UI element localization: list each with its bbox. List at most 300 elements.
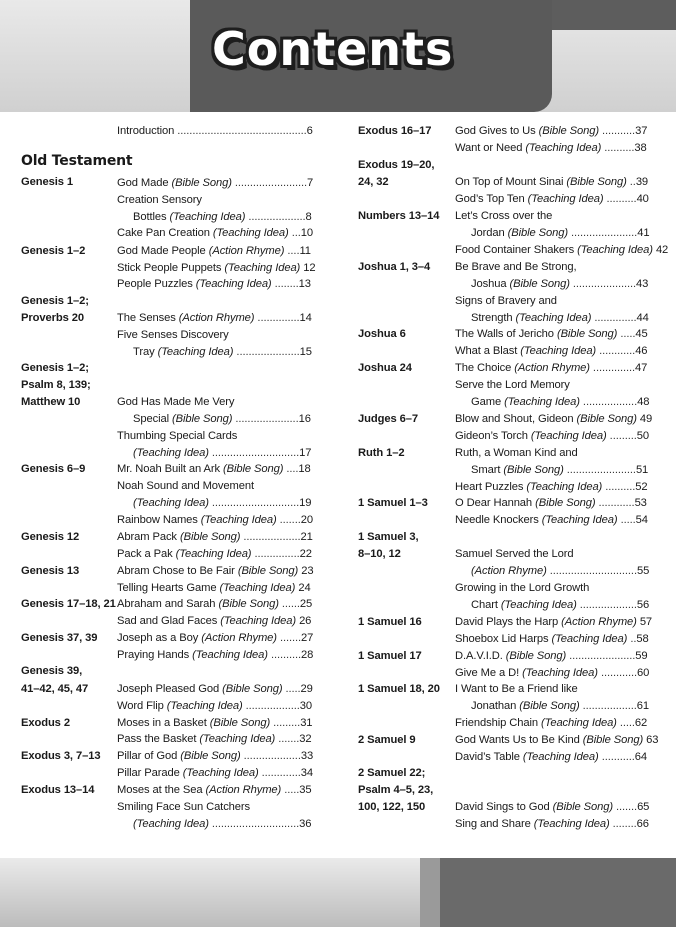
entry-title: What a Blast — [455, 345, 521, 357]
page-number: 53 — [634, 497, 647, 509]
toc-entry — [471, 394, 649, 410]
toc-entry — [117, 765, 313, 781]
page-number: 24 — [298, 582, 311, 594]
page-number: 46 — [635, 345, 648, 357]
page-number: 65 — [637, 801, 650, 813]
page-number: 33 — [300, 750, 314, 762]
entry-title: Strength — [471, 312, 516, 324]
page-number: 17 — [299, 447, 312, 459]
toc-entry-line — [117, 327, 229, 343]
page-number: 49 — [639, 413, 653, 425]
scripture-reference: Exodus 16–17 — [358, 125, 432, 137]
entry-type: (Teaching Idea) — [540, 717, 617, 729]
toc-entry — [455, 816, 649, 832]
scripture-reference: 1 Samuel 3, — [358, 531, 419, 543]
entry-type: (Bible Song) — [535, 497, 596, 509]
entry-type: (Teaching Idea) — [133, 497, 209, 509]
entry-type: (Teaching Idea) — [526, 481, 603, 493]
page-number: 43 — [636, 278, 649, 290]
scripture-reference: Joshua 1, 3–4 — [358, 261, 431, 273]
toc-entry — [117, 731, 312, 747]
toc-entry — [455, 360, 647, 376]
dot-leader: ............................. — [208, 447, 300, 459]
dot-leader: ..................... — [233, 346, 300, 358]
entry-title: Pass the Basket — [117, 733, 200, 745]
entry-title: Sing and Share — [455, 818, 534, 830]
entry-type: (Teaching Idea) — [169, 211, 246, 223]
entry-title: Sad and Glad Faces — [117, 615, 221, 627]
dot-leader: ..................... — [569, 278, 637, 290]
entry-type: (Bible Song) — [509, 278, 570, 290]
dot-leader: .. — [626, 176, 636, 188]
entry-title: Moses at the Sea — [117, 784, 206, 796]
entry-title: Creation Sensory — [117, 194, 202, 206]
page-number: 36 — [299, 818, 312, 830]
entry-title: Give Me a D! — [455, 667, 523, 679]
entry-title: On Top of Mount Sinai — [455, 176, 567, 188]
dot-leader: ........... — [598, 125, 636, 137]
toc-entry — [455, 343, 647, 359]
scripture-reference: Genesis 37, 39 — [21, 632, 98, 644]
toc-entry — [455, 512, 648, 528]
toc-entry — [455, 732, 658, 748]
page-number: 51 — [635, 464, 649, 476]
toc-entry-line — [455, 259, 576, 275]
toc-entry — [117, 580, 311, 596]
toc-entry — [455, 191, 649, 207]
dot-leader: .......... — [603, 193, 637, 205]
toc-entry — [471, 597, 649, 613]
scripture-reference: 1 Samuel 18, 20 — [358, 683, 440, 695]
entry-type: (Action Rhyme) — [514, 362, 590, 374]
dot-leader: .......... — [267, 649, 302, 661]
scripture-reference: Genesis 1 — [21, 176, 73, 188]
page-number: 25 — [299, 598, 313, 610]
page-number: 44 — [636, 312, 649, 324]
toc-entry-line — [455, 208, 552, 224]
entry-type: (Action Rhyme) — [178, 312, 255, 324]
scripture-reference: Matthew 10 — [21, 396, 81, 408]
entry-type: (Bible Song) — [503, 464, 564, 476]
dot-leader: .... — [283, 463, 299, 475]
toc-entry — [117, 647, 313, 663]
entry-title: Samuel Served the Lord — [455, 548, 574, 560]
dot-leader: ......... — [606, 430, 637, 442]
header-accent — [544, 0, 676, 30]
page-number: 39 — [635, 176, 649, 188]
entry-type: (Teaching Idea) — [522, 751, 599, 763]
entry-title: Abram Chose to Be Fair — [117, 565, 238, 577]
page-number: 35 — [299, 784, 312, 796]
scripture-reference: 41–42, 45, 47 — [21, 683, 89, 695]
page-number: 27 — [301, 632, 314, 644]
scripture-reference: 1 Samuel 16 — [358, 616, 422, 628]
scripture-reference: Exodus 2 — [21, 717, 70, 729]
toc-entry — [455, 715, 647, 731]
entry-type: (Teaching Idea) — [224, 262, 301, 274]
page-number: 13 — [298, 278, 311, 290]
dot-leader: ............ — [597, 667, 638, 679]
dot-leader: ........ — [609, 818, 637, 830]
toc-entry — [133, 209, 312, 225]
entry-type: (Teaching Idea) — [533, 818, 610, 830]
scripture-reference: 2 Samuel 9 — [358, 734, 416, 746]
dot-leader: .......... — [602, 481, 636, 493]
toc-entry — [117, 175, 313, 191]
entry-type: (Teaching Idea) — [522, 667, 598, 679]
dot-leader: ....... — [275, 733, 300, 745]
entry-title: Bottles — [133, 211, 170, 223]
toc-entry — [117, 782, 312, 798]
toc-entry — [455, 799, 649, 815]
toc-entry-line — [455, 681, 578, 697]
page-number: 38 — [634, 142, 647, 154]
entry-type: (Teaching Idea) — [500, 599, 577, 611]
entry-title: Introduction — [117, 125, 175, 137]
scripture-reference: 8–10, 12 — [358, 548, 401, 560]
toc-entry — [133, 495, 311, 511]
toc-entry — [117, 546, 312, 562]
entry-title: Let’s Cross over the — [455, 210, 553, 222]
entry-title: Telling Hearts Game — [117, 582, 220, 594]
page-number: 56 — [636, 599, 650, 611]
entry-title: Blow and Shout, Gideon — [455, 413, 577, 425]
scripture-reference: Exodus 19–20, — [358, 159, 435, 171]
page-number: 64 — [634, 751, 648, 763]
toc-entry-line — [455, 580, 589, 596]
entry-type: (Teaching Idea) — [182, 767, 259, 779]
toc-entry — [117, 596, 312, 612]
dot-leader: ............................. — [208, 497, 300, 509]
entry-type: (Teaching Idea) — [199, 733, 276, 745]
dot-leader: .... — [284, 245, 300, 257]
page-number: 6 — [306, 125, 313, 137]
toc-entry-line — [455, 293, 557, 309]
scripture-reference: 100, 122, 150 — [358, 801, 426, 813]
page-number: 47 — [635, 362, 648, 374]
dot-leader: .................. — [242, 700, 300, 712]
entry-title: Food Container Shakers — [455, 244, 578, 256]
dot-leader: ...................... — [568, 227, 638, 239]
entry-type: (Action Rhyme) — [208, 245, 285, 257]
entry-type: (Teaching Idea) — [577, 244, 653, 256]
entry-title: God Made People — [117, 245, 209, 257]
entry-title: Jordan — [471, 227, 508, 239]
page-number: 26 — [299, 615, 312, 627]
entry-title: I Want to Be a Friend like — [455, 683, 578, 695]
toc-entry-line — [117, 394, 234, 410]
toc-entry — [117, 225, 313, 241]
dot-leader: ............... — [251, 548, 300, 560]
entry-title: The Walls of Jericho — [455, 328, 557, 340]
section-heading: Old Testament — [21, 153, 133, 169]
entry-type: (Teaching Idea) — [504, 396, 580, 408]
page-number: 20 — [300, 514, 313, 526]
scripture-reference: Judges 6–7 — [358, 413, 418, 425]
toc-entry — [117, 529, 313, 545]
entry-title: Ruth, a Woman Kind and — [455, 447, 578, 459]
toc-entry — [455, 495, 647, 511]
dot-leader: ............................. — [208, 818, 300, 830]
scripture-reference: Ruth 1–2 — [358, 447, 405, 459]
dot-leader: ........................ — [231, 177, 308, 189]
toc-entry — [471, 462, 648, 478]
entry-title: God’s Top Ten — [455, 193, 528, 205]
entry-title: God Gives to Us — [455, 125, 539, 137]
toc-entry — [471, 698, 649, 714]
toc-entry — [455, 749, 647, 765]
page-number: 29 — [300, 683, 313, 695]
dot-leader: ...... — [278, 598, 300, 610]
entry-title: Mr. Noah Built an Ark — [117, 463, 223, 475]
scripture-reference: Exodus 13–14 — [21, 784, 95, 796]
scripture-reference: Genesis 39, — [21, 665, 83, 677]
page-number: 10 — [300, 227, 313, 239]
toc-entry — [117, 613, 311, 629]
page-number: 7 — [307, 177, 314, 189]
toc-entry — [117, 512, 313, 528]
dot-leader: ................... — [240, 750, 301, 762]
page-number: 22 — [299, 548, 312, 560]
entry-type: (Teaching Idea) — [541, 514, 618, 526]
dot-leader: ..... — [616, 717, 635, 729]
scripture-reference: 24, 32 — [358, 176, 389, 188]
scripture-reference: Numbers 13–14 — [358, 210, 440, 222]
toc-entry-line — [455, 377, 570, 393]
dot-leader: ..... — [282, 683, 301, 695]
entry-type: (Bible Song) — [576, 413, 637, 425]
entry-type: (Teaching Idea) — [175, 548, 252, 560]
toc-entry — [117, 310, 312, 326]
page-number: 30 — [299, 700, 313, 712]
page-number: 11 — [299, 245, 311, 257]
entry-type: (Bible Song) — [218, 598, 279, 610]
entry-type: (Teaching Idea) — [133, 818, 209, 830]
page-number: 63 — [646, 734, 659, 746]
entry-title: Abraham and Sarah — [117, 598, 219, 610]
entry-title: Five Senses Discovery — [117, 329, 229, 341]
entry-type: (Bible Song) — [538, 125, 599, 137]
entry-type: (Bible Song) — [180, 750, 241, 762]
entry-type: (Teaching Idea) — [530, 430, 607, 442]
entry-title: Chart — [471, 599, 501, 611]
toc-entry-line — [117, 478, 254, 494]
dot-leader: ............................. — [546, 565, 637, 577]
entry-title: Smart — [471, 464, 504, 476]
dot-leader: ..................... — [232, 413, 299, 425]
dot-leader: ................... — [245, 211, 306, 223]
entry-type: (Action Rhyme) — [205, 784, 282, 796]
toc-entry — [133, 816, 311, 832]
page-number: 60 — [637, 667, 650, 679]
scripture-reference: Genesis 17–18, 21 — [21, 598, 116, 610]
toc-entry — [133, 445, 311, 461]
entry-title: Smiling Face Sun Catchers — [117, 801, 251, 813]
scripture-reference: Joshua 24 — [358, 362, 412, 374]
toc-entry — [455, 174, 648, 190]
dot-leader: ............ — [595, 497, 635, 509]
page-number: 28 — [301, 649, 314, 661]
scripture-reference: Genesis 1–2; — [21, 295, 89, 307]
dot-leader: ........................................... — [174, 125, 307, 137]
entry-type: (Teaching Idea) — [527, 193, 604, 205]
page-number: 40 — [636, 193, 649, 205]
page-number: 42 — [655, 244, 669, 256]
entry-type: (Bible Song) — [507, 227, 568, 239]
page-number: 15 — [299, 346, 312, 358]
scripture-reference: Genesis 6–9 — [21, 463, 86, 475]
page-number: 62 — [634, 717, 648, 729]
dot-leader: ........ — [271, 278, 299, 290]
dot-leader: ................... — [576, 599, 637, 611]
toc-entry-line — [117, 799, 250, 815]
page-number: 52 — [635, 481, 648, 493]
entry-title: Special — [133, 413, 173, 425]
entry-type: (Bible Song) — [209, 717, 271, 729]
toc-entry — [133, 344, 312, 360]
entry-title: Noah Sound and Movement — [117, 480, 255, 492]
page-number: 12 — [303, 262, 316, 274]
entry-type: (Action Rhyme) — [471, 565, 547, 577]
dot-leader: ....... — [612, 801, 638, 813]
page-number: 8 — [305, 211, 312, 223]
entry-title: David Sings to God — [455, 801, 553, 813]
entry-title: Stick People Puppets — [117, 262, 225, 274]
entry-title: Word Flip — [117, 700, 167, 712]
entry-title: Needle Knockers — [455, 514, 542, 526]
toc-entry — [471, 225, 649, 241]
toc-entry — [455, 665, 649, 681]
scripture-reference: 1 Samuel 1–3 — [358, 497, 428, 509]
entry-title: Tray — [133, 346, 158, 358]
entry-title: Game — [471, 396, 505, 408]
entry-title: Serve the Lord Memory — [455, 379, 570, 391]
entry-title: Thumbing Special Cards — [117, 430, 238, 442]
toc-entry — [455, 428, 649, 444]
entry-title: Growing in the Lord Growth — [455, 582, 590, 594]
page-number: 18 — [298, 463, 311, 475]
entry-title: The Choice — [455, 362, 515, 374]
toc-entry — [455, 648, 648, 664]
scripture-reference: Genesis 12 — [21, 531, 80, 543]
entry-title: Joseph Pleased God — [117, 683, 223, 695]
footer-accent-dark — [440, 858, 676, 927]
page-number: 41 — [637, 227, 650, 239]
page-number: 37 — [635, 125, 648, 137]
page-title: Contents — [212, 22, 454, 76]
toc-entry-line — [455, 445, 578, 461]
entry-title: Joshua — [471, 278, 510, 290]
page-number: 54 — [635, 514, 648, 526]
entry-title: God Made — [117, 177, 172, 189]
entry-type: (Bible Song) — [223, 463, 284, 475]
page-number: 45 — [635, 328, 648, 340]
entry-title: Heart Puzzles — [455, 481, 527, 493]
entry-type: (Teaching Idea) — [200, 514, 277, 526]
scripture-reference: Proverbs 20 — [21, 312, 84, 324]
toc-entry — [471, 310, 649, 326]
entry-type: (Teaching Idea) — [195, 278, 272, 290]
toc-entry — [455, 140, 647, 156]
page-number: 16 — [298, 413, 311, 425]
scripture-reference: Genesis 13 — [21, 565, 80, 577]
entry-title: The Senses — [117, 312, 179, 324]
entry-title: Pillar Parade — [117, 767, 183, 779]
entry-type: (Teaching Idea) — [220, 615, 297, 627]
dot-leader: ....................... — [563, 464, 636, 476]
toc-entry — [455, 123, 647, 139]
dot-leader: ..... — [281, 784, 300, 796]
entry-title: Rainbow Names — [117, 514, 201, 526]
entry-title: God Wants Us to Be Kind — [455, 734, 583, 746]
dot-leader: ....... — [276, 514, 301, 526]
entry-title: Be Brave and Be Strong, — [455, 261, 577, 273]
dot-leader: ......... — [270, 717, 301, 729]
page-number: 57 — [639, 616, 653, 628]
entry-title: D.A.V.I.D. — [455, 650, 506, 662]
dot-leader: .............. — [591, 312, 637, 324]
entry-type: (Teaching Idea) — [515, 312, 592, 324]
dot-leader: ............ — [596, 345, 636, 357]
toc-entry — [117, 123, 313, 139]
entry-type: (Teaching Idea) — [551, 633, 628, 645]
dot-leader: .............. — [254, 312, 300, 324]
dot-leader: ....... — [276, 632, 302, 644]
toc-entry — [117, 461, 311, 477]
entry-type: (Action Rhyme) — [201, 632, 277, 644]
toc-entry — [471, 563, 649, 579]
entry-title: Shoebox Lid Harps — [455, 633, 552, 645]
dot-leader: .................. — [579, 700, 637, 712]
page-number: 66 — [636, 818, 649, 830]
page-number: 48 — [637, 396, 650, 408]
toc-entry — [117, 681, 313, 697]
dot-leader: .................. — [579, 396, 638, 408]
page-number: 32 — [299, 733, 312, 745]
page-number: 55 — [636, 565, 650, 577]
entry-type: (Bible Song) — [566, 176, 627, 188]
toc-entry — [117, 698, 312, 714]
entry-type: (Bible Song) — [582, 734, 644, 746]
entry-title: Pack a Pak — [117, 548, 176, 560]
scripture-reference: Psalm 4–5, 23, — [358, 784, 434, 796]
entry-type: (Teaching Idea) — [212, 227, 289, 239]
toc-entry — [117, 260, 315, 276]
entry-type: (Bible Song) — [552, 801, 613, 813]
toc-entry — [117, 243, 311, 259]
dot-leader: .......... — [601, 142, 635, 154]
dot-leader: ..... — [617, 514, 636, 526]
scripture-reference: 1 Samuel 17 — [358, 650, 422, 662]
entry-title: Signs of Bravery and — [455, 295, 557, 307]
entry-type: (Bible Song) — [179, 531, 241, 543]
page-number: 21 — [300, 531, 313, 543]
toc-entry-line — [117, 192, 202, 208]
entry-title: Pillar of God — [117, 750, 181, 762]
scripture-reference: 2 Samuel 22; — [358, 767, 426, 779]
page-number: 50 — [636, 430, 650, 442]
page-number: 59 — [635, 650, 648, 662]
toc-entry — [117, 276, 311, 292]
entry-title: David Plays the Harp — [455, 616, 562, 628]
entry-type: (Bible Song) — [519, 700, 580, 712]
entry-type: (Teaching Idea) — [525, 142, 602, 154]
entry-type: (Teaching Idea) — [166, 700, 243, 712]
entry-title: O Dear Hannah — [455, 497, 536, 509]
dot-leader: ... — [288, 227, 301, 239]
page-number: 23 — [301, 565, 314, 577]
dot-leader: ........... — [598, 751, 635, 763]
